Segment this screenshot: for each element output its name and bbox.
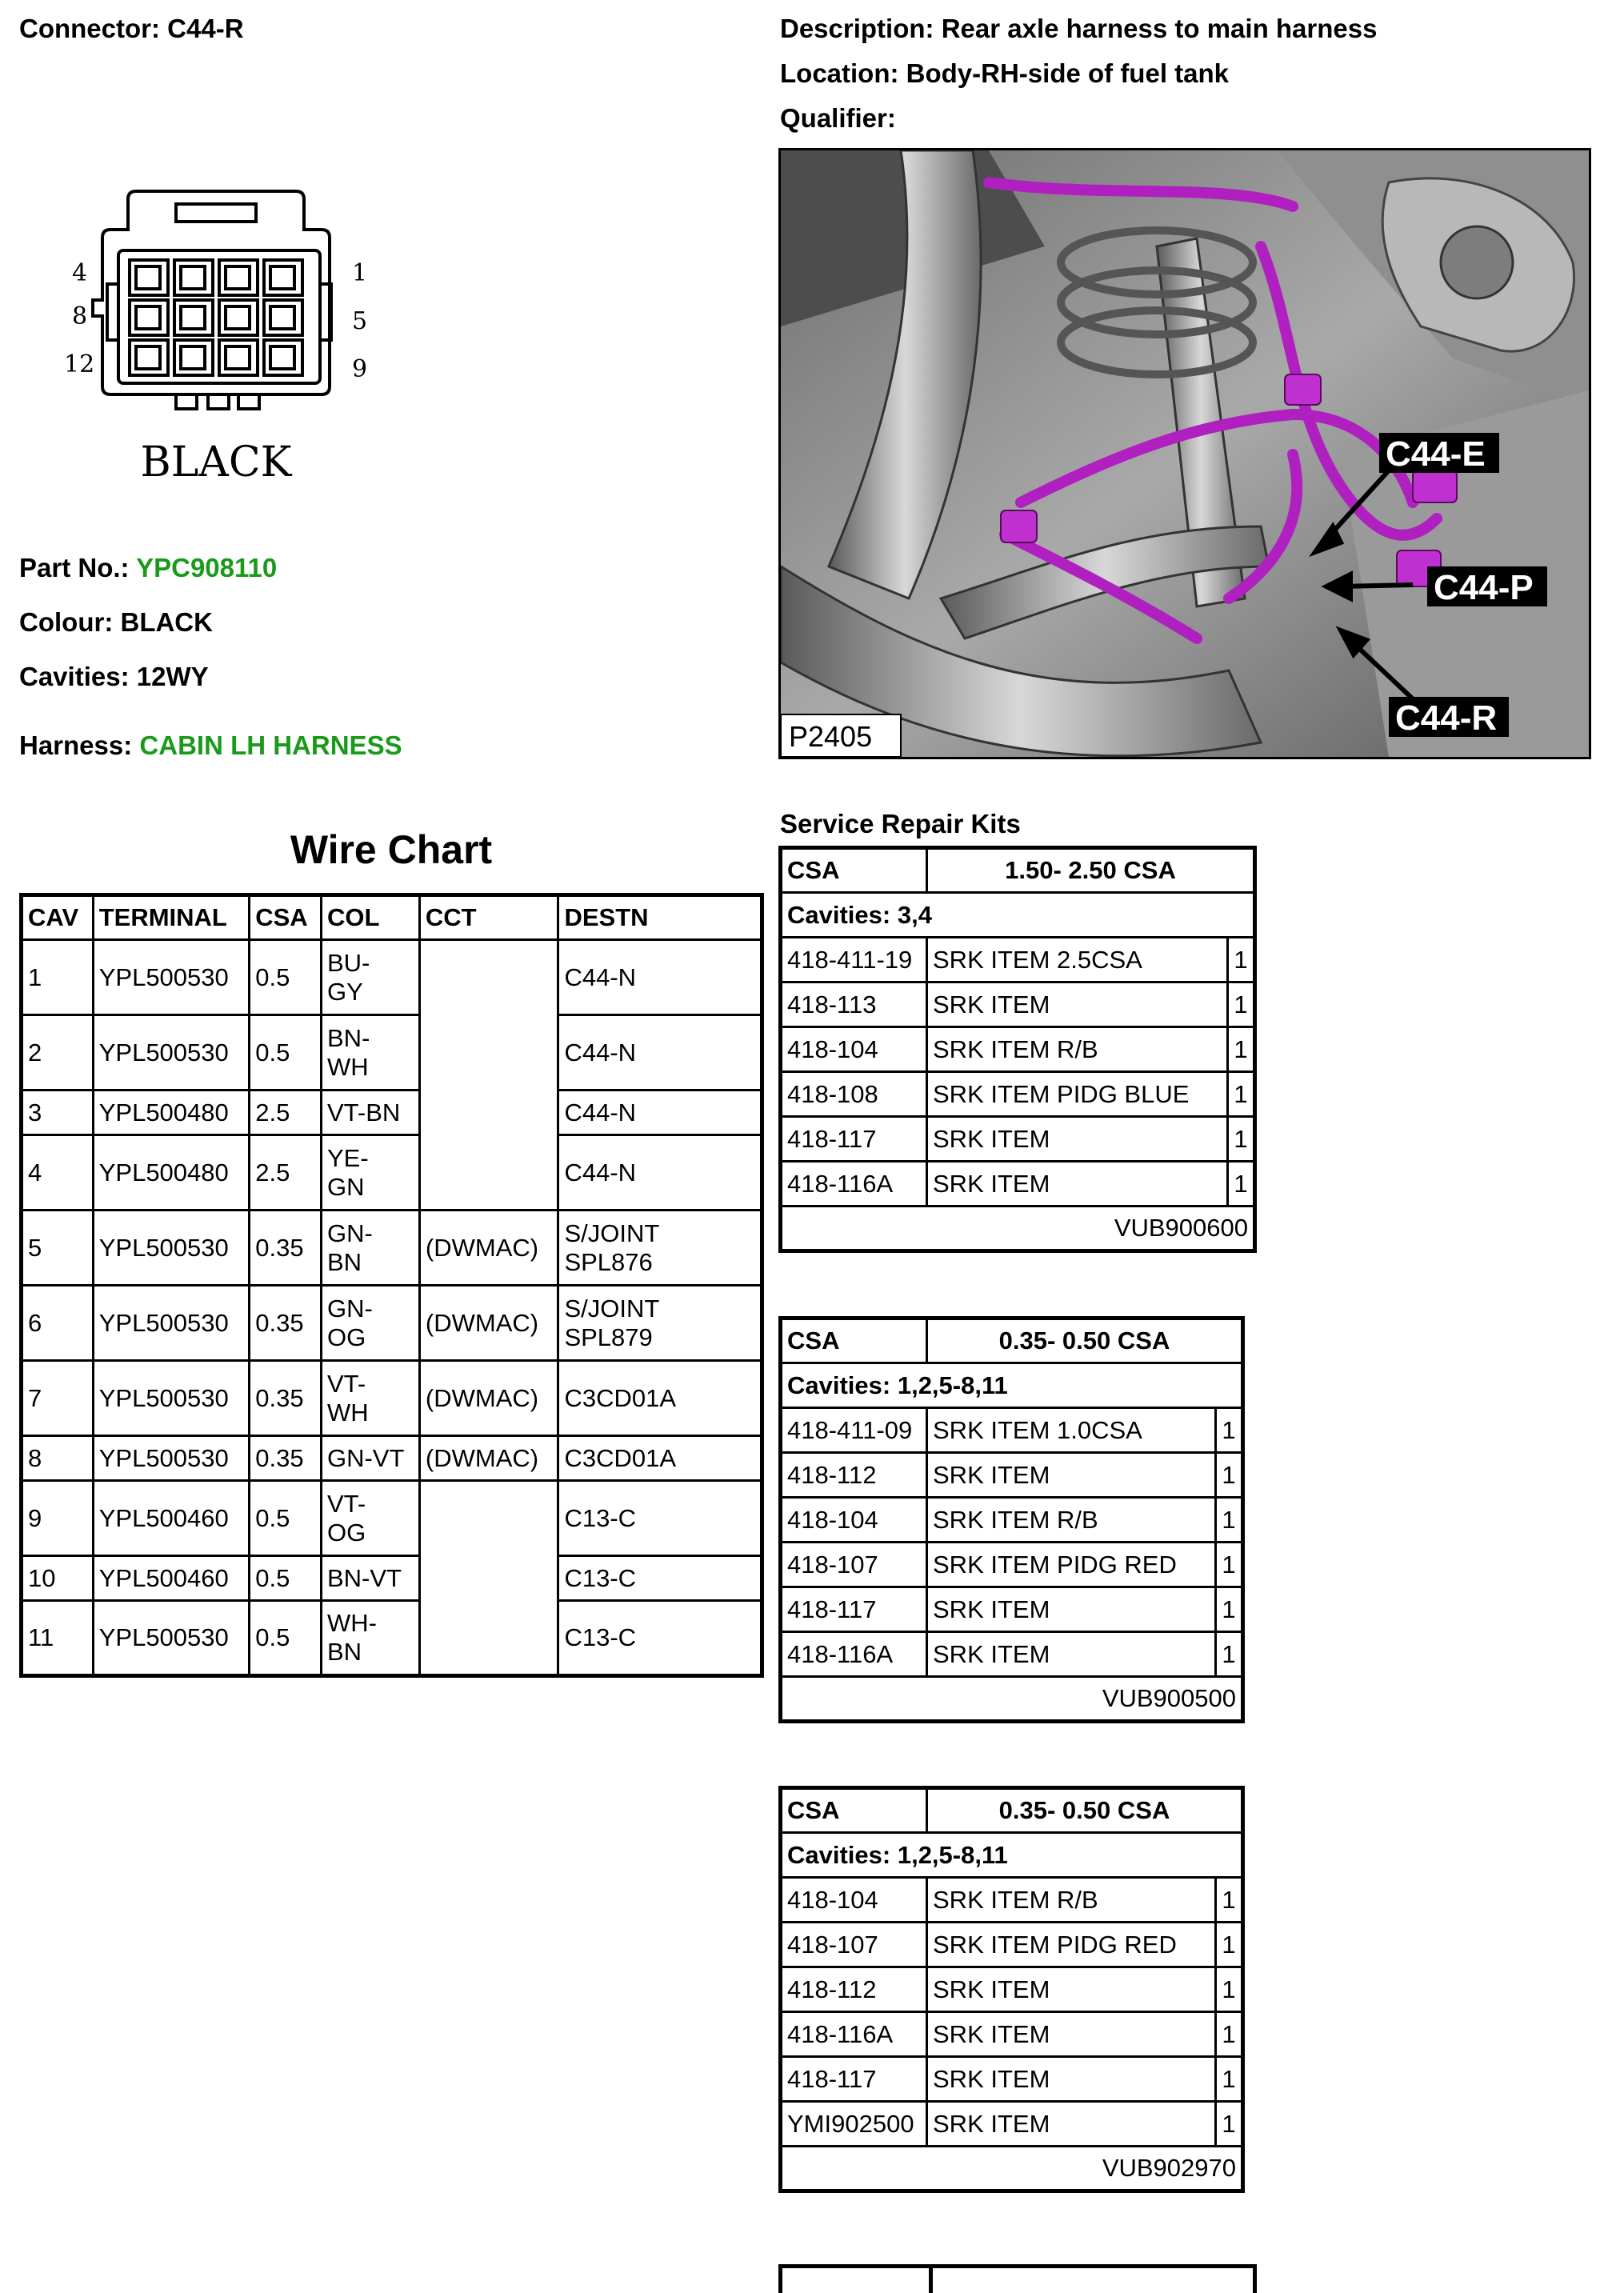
cell-cav: 11	[22, 1601, 94, 1676]
kit-item-code: 418-116A	[781, 1632, 927, 1677]
table-row	[22, 1090, 762, 1135]
cavities-label: Cavities:	[19, 662, 130, 691]
kit-item-qty: 1	[1228, 1117, 1255, 1162]
cavities-value: 12WY	[136, 662, 209, 691]
cell-terminal: YPL500480	[93, 1135, 250, 1211]
cell-destn	[558, 1481, 762, 1556]
kit-item-code: 418-411-19	[781, 938, 927, 982]
cell-destn-line1: C13-C	[564, 1623, 637, 1651]
kit-item-row	[781, 1967, 1243, 2012]
kit-item-row	[781, 982, 1255, 1027]
cell-cav: 1	[22, 940, 94, 1015]
cell-col-line2: BN	[326, 1638, 362, 1666]
cell-csa: 0.5	[250, 1556, 322, 1601]
cell-col-line2: OG	[326, 1518, 366, 1547]
kit-item-row	[781, 2057, 1243, 2102]
kit-item-desc: SRK ITEM	[927, 1632, 1216, 1677]
kit-item-desc: SRK ITEM 2.5CSA	[927, 938, 1228, 982]
kit-item-qty: 1	[1216, 1878, 1243, 1923]
cell-terminal: YPL500530	[93, 1015, 250, 1090]
connector-heading	[19, 13, 244, 45]
kit-item-qty: 1	[1216, 1923, 1243, 1967]
connector-value: C44-R	[167, 14, 244, 43]
kit-item-qty: 1	[1216, 1408, 1243, 1453]
kit-item-desc: SRK ITEM PIDG RED	[927, 1923, 1216, 1967]
kit-item-row	[781, 1027, 1255, 1072]
cell-destn	[558, 1135, 762, 1211]
table-row	[22, 1601, 762, 1676]
cell-csa: 0.35	[250, 1286, 322, 1361]
cell-destn	[558, 1556, 762, 1601]
col-header-col: COL	[321, 895, 419, 940]
description-label: Description:	[780, 14, 934, 43]
colour-line	[19, 606, 213, 638]
cell-col	[321, 940, 419, 1015]
colour-value: BLACK	[120, 607, 213, 637]
kit-item-code: 418-104	[781, 1027, 927, 1072]
cell-cct	[419, 1135, 558, 1211]
cell-destn	[558, 940, 762, 1015]
cell-csa: 0.35	[250, 1436, 322, 1481]
kit-cavities: Cavities: 1,2,5-8,11	[781, 1363, 1243, 1408]
cell-csa: 0.5	[250, 1601, 322, 1676]
cell-cav: 4	[22, 1135, 94, 1211]
kit-item-code: 418-116A	[781, 1162, 927, 1207]
cell-destn	[558, 1361, 762, 1436]
cell-cav: 10	[22, 1556, 94, 1601]
kit-number-row	[781, 1207, 1255, 1251]
kit-item-desc: SRK ITEM	[927, 1453, 1216, 1498]
kit-csa-label: CSA	[781, 848, 927, 893]
cell-cct: (DWMAC)	[419, 1211, 558, 1286]
cell-cct	[419, 1556, 558, 1601]
cell-destn	[558, 1436, 762, 1481]
kit-item-row	[781, 2102, 1243, 2147]
cell-csa: 2.5	[250, 1135, 322, 1211]
cell-col-line2: GY	[326, 977, 363, 1006]
repair-kit-table	[778, 846, 1257, 1253]
cell-col	[321, 1361, 419, 1436]
callout-c44-e: C44-E	[1386, 434, 1486, 474]
kit-item-desc: SRK ITEM	[927, 1587, 1216, 1632]
pin-label-1: 1	[352, 259, 368, 287]
cell-col	[321, 1090, 419, 1135]
kit-item-desc: SRK ITEM	[927, 1967, 1216, 2012]
cell-csa: 0.35	[250, 1361, 322, 1436]
kit-item-row	[781, 1878, 1243, 1923]
kit-item-desc: SRK ITEM	[927, 2102, 1216, 2147]
cell-terminal: YPL500530	[93, 1436, 250, 1481]
kit-item-qty: 1	[1228, 1027, 1255, 1072]
kit-cavities-row	[781, 1833, 1243, 1878]
kit-csa-row	[781, 1319, 1243, 1363]
kit-item-code: 418-113	[781, 982, 927, 1027]
kit-item-qty: 1	[1216, 2012, 1243, 2057]
cell-destn	[558, 1601, 762, 1676]
cell-col	[321, 1481, 419, 1556]
cell-col-line1: VT-	[326, 1489, 366, 1518]
cell-col	[321, 1601, 419, 1676]
cell-csa: 0.5	[250, 940, 322, 1015]
kit-number-row	[781, 1677, 1243, 1722]
kit-item-qty: 1	[1216, 1967, 1243, 2012]
kit-item-code: 418-112	[781, 1453, 927, 1498]
cell-terminal: YPL500460	[93, 1556, 250, 1601]
kit-item-desc: SRK ITEM	[927, 982, 1228, 1027]
qualifier-line	[780, 102, 896, 134]
cell-destn-line1: C44-N	[564, 962, 637, 991]
cell-col-line2: GN	[326, 1172, 365, 1201]
table-row	[22, 1556, 762, 1601]
cell-destn-line1: C44-N	[564, 1158, 637, 1187]
cell-cav: 9	[22, 1481, 94, 1556]
cell-col-line1: BN-VT	[326, 1563, 402, 1592]
kit-item-desc: SRK ITEM	[927, 2012, 1216, 2057]
harness-line	[19, 730, 402, 762]
service-repair-kits-title: Service Repair Kits	[780, 809, 1021, 838]
col-header-cct: CCT	[419, 895, 558, 940]
table-row	[22, 1361, 762, 1436]
photo-reference: P2405	[789, 720, 873, 753]
kit-item-qty: 1	[1216, 1632, 1243, 1677]
cell-cct: (DWMAC)	[419, 1436, 558, 1481]
kit-item-row	[781, 1408, 1243, 1453]
kit-cavities: Cavities: 1,2,5-8,11	[781, 1833, 1243, 1878]
cell-col-line1: GN-VT	[326, 1443, 405, 1472]
kit-item-qty: 1	[1216, 1498, 1243, 1543]
kit-item-qty: 1	[1216, 1453, 1243, 1498]
kit-item-qty: 1	[1216, 2102, 1243, 2147]
cell-destn-line1: C3CD01A	[564, 1443, 677, 1472]
col-header-terminal: TERMINAL	[93, 895, 250, 940]
cell-destn	[558, 1015, 762, 1090]
kit-item-desc: SRK ITEM R/B	[927, 1498, 1216, 1543]
kit-item-code: 418-117	[781, 1587, 927, 1632]
cell-cct	[419, 1015, 558, 1090]
kit-item-code: 418-116A	[781, 2012, 927, 2057]
table-row	[22, 940, 762, 1015]
table-row	[22, 1436, 762, 1481]
cell-col-line1: WH-	[326, 1609, 377, 1637]
kit-item-row	[781, 1117, 1255, 1162]
kit-item-code: 418-108	[781, 1072, 927, 1117]
col-header-cav: CAV	[22, 895, 94, 940]
kit-item-row	[781, 1632, 1243, 1677]
repair-kit-table-partial	[778, 2264, 1257, 2293]
table-divider	[929, 2268, 933, 2293]
kit-item-code: 418-104	[781, 1498, 927, 1543]
kit-item-qty: 1	[1216, 1587, 1243, 1632]
kit-number: VUB900600	[781, 1207, 1255, 1251]
cell-terminal: YPL500460	[93, 1481, 250, 1556]
pin-label-12: 12	[64, 350, 95, 378]
connector-face-diagram	[56, 180, 392, 508]
cell-destn-line1: C13-C	[564, 1503, 637, 1532]
cell-destn-line1: S/JOINT	[564, 1294, 660, 1323]
cell-col	[321, 1556, 419, 1601]
harness-link[interactable]: CABIN LH HARNESS	[139, 730, 402, 760]
cell-terminal: YPL500530	[93, 1601, 250, 1676]
description-line	[780, 13, 1377, 45]
cell-destn-line1: C3CD01A	[564, 1383, 677, 1412]
cell-col-line1: BU-	[326, 948, 370, 977]
kit-item-desc: SRK ITEM 1.0CSA	[927, 1408, 1216, 1453]
callout-c44-r: C44-R	[1395, 698, 1498, 738]
cell-col-line1: YE-	[326, 1143, 369, 1172]
kit-item-desc: SRK ITEM PIDG RED	[927, 1543, 1216, 1587]
kit-item-row	[781, 1923, 1243, 1967]
kit-item-row	[781, 1498, 1243, 1543]
kit-number: VUB902970	[781, 2147, 1243, 2191]
qualifier-label: Qualifier:	[780, 103, 896, 133]
kit-item-code: YMI902500	[781, 2102, 927, 2147]
kit-csa-row	[781, 848, 1255, 893]
cell-terminal: YPL500530	[93, 1361, 250, 1436]
kit-cavities-row	[781, 893, 1255, 938]
kit-number: VUB900500	[781, 1677, 1243, 1722]
kit-item-qty: 1	[1216, 2057, 1243, 2102]
cell-cct	[419, 940, 558, 1015]
connector-label: Connector:	[19, 14, 160, 43]
pin-label-8: 8	[72, 302, 88, 330]
cell-destn-line1: C44-N	[564, 1038, 637, 1066]
harness-label: Harness:	[19, 730, 133, 760]
cell-col	[321, 1211, 419, 1286]
description-value: Rear axle harness to main harness	[941, 14, 1378, 43]
kit-item-desc: SRK ITEM R/B	[927, 1878, 1216, 1923]
cell-cav: 5	[22, 1211, 94, 1286]
kit-item-desc: SRK ITEM R/B	[927, 1027, 1228, 1072]
wire-chart-header-row	[22, 895, 762, 940]
kit-item-qty: 1	[1228, 982, 1255, 1027]
cell-destn-line1: C44-N	[564, 1098, 637, 1126]
kit-item-code: 418-117	[781, 2057, 927, 2102]
table-row	[22, 1481, 762, 1556]
cell-cav: 3	[22, 1090, 94, 1135]
location-label: Location:	[780, 58, 899, 88]
cell-terminal: YPL500530	[93, 1211, 250, 1286]
kit-item-qty: 1	[1228, 938, 1255, 982]
pin-label-4: 4	[72, 259, 88, 287]
cell-terminal: YPL500530	[93, 940, 250, 1015]
kit-item-code: 418-107	[781, 1543, 927, 1587]
connector-location-photo	[778, 148, 1591, 759]
pin-label-9: 9	[352, 355, 368, 383]
cell-cct	[419, 1481, 558, 1556]
kit-cavities: Cavities: 3,4	[781, 893, 1255, 938]
kit-item-desc: SRK ITEM PIDG BLUE	[927, 1072, 1228, 1117]
vehicle-underbody-illustration	[781, 150, 1589, 757]
col-header-destn: DESTN	[558, 895, 762, 940]
cell-csa: 0.5	[250, 1015, 322, 1090]
cell-cav: 7	[22, 1361, 94, 1436]
colour-label: Colour:	[19, 607, 114, 637]
cavities-line	[19, 661, 209, 693]
kit-item-code: 418-104	[781, 1878, 927, 1923]
cell-cct	[419, 1601, 558, 1676]
cell-destn-line1: C13-C	[564, 1563, 637, 1592]
part-no-link[interactable]: YPC908110	[136, 553, 278, 582]
kit-item-desc: SRK ITEM	[927, 2057, 1216, 2102]
kit-item-row	[781, 1162, 1255, 1207]
table-row	[22, 1286, 762, 1361]
kit-item-row	[781, 2012, 1243, 2057]
kit-item-code: 418-411-09	[781, 1408, 927, 1453]
cell-col-line2: WH	[326, 1052, 369, 1081]
table-row	[22, 1211, 762, 1286]
kit-csa-range: 0.35- 0.50 CSA	[927, 1788, 1243, 1833]
kit-csa-range: 0.35- 0.50 CSA	[927, 1319, 1243, 1363]
cell-col-line1: GN-	[326, 1219, 373, 1247]
cell-csa: 2.5	[250, 1090, 322, 1135]
location-line	[780, 58, 1229, 90]
cell-csa: 0.35	[250, 1211, 322, 1286]
kit-csa-label: CSA	[781, 1319, 927, 1363]
cell-col-line1: VT-BN	[326, 1098, 401, 1126]
kit-item-row	[781, 938, 1255, 982]
kit-cavities-row	[781, 1363, 1243, 1408]
kit-item-desc: SRK ITEM	[927, 1117, 1228, 1162]
cell-col	[321, 1135, 419, 1211]
wire-chart-title: Wire Chart	[290, 827, 493, 872]
cell-destn	[558, 1090, 762, 1135]
connector-colour-caption: BLACK	[140, 438, 292, 486]
kit-item-qty: 1	[1228, 1162, 1255, 1207]
kit-item-qty: 1	[1228, 1072, 1255, 1117]
kit-item-row	[781, 1587, 1243, 1632]
kit-item-desc: SRK ITEM	[927, 1162, 1228, 1207]
cell-col	[321, 1436, 419, 1481]
cell-col-line1: VT-	[326, 1369, 366, 1398]
cell-col-line2: BN	[326, 1247, 362, 1276]
kit-csa-range: 1.50- 2.50 CSA	[927, 848, 1255, 893]
cell-destn	[558, 1211, 762, 1286]
pin-label-5: 5	[352, 307, 368, 335]
col-header-csa: CSA	[250, 895, 322, 940]
table-row	[22, 1015, 762, 1090]
cell-cav: 2	[22, 1015, 94, 1090]
cell-col	[321, 1015, 419, 1090]
callout-c44-p: C44-P	[1434, 568, 1534, 607]
cell-terminal: YPL500530	[93, 1286, 250, 1361]
cell-col-line2: OG	[326, 1323, 366, 1351]
kit-item-row	[781, 1453, 1243, 1498]
cell-terminal: YPL500480	[93, 1090, 250, 1135]
kit-item-row	[781, 1543, 1243, 1587]
cell-destn-line1: S/JOINT	[564, 1219, 660, 1247]
cell-col-line1: GN-	[326, 1294, 373, 1323]
part-no-label: Part No.:	[19, 553, 130, 582]
kit-item-code: 418-112	[781, 1967, 927, 2012]
cell-cav: 8	[22, 1436, 94, 1481]
cell-col-line1: BN-	[326, 1023, 370, 1052]
kit-csa-label: CSA	[781, 1788, 927, 1833]
part-number-line	[19, 552, 277, 584]
cell-cct	[419, 1090, 558, 1135]
cell-cct: (DWMAC)	[419, 1361, 558, 1436]
kit-number-row	[781, 2147, 1243, 2191]
cell-col-line2: WH	[326, 1398, 369, 1427]
wire-chart-table	[19, 893, 764, 1678]
repair-kit-table	[778, 1316, 1245, 1723]
cell-destn-line2: SPL876	[564, 1247, 653, 1276]
kit-item-row	[781, 1072, 1255, 1117]
kit-item-code: 418-107	[781, 1923, 927, 1967]
location-value: Body-RH-side of fuel tank	[906, 58, 1230, 88]
kit-item-code: 418-117	[781, 1117, 927, 1162]
table-row	[22, 1135, 762, 1211]
cell-csa: 0.5	[250, 1481, 322, 1556]
cell-cct: (DWMAC)	[419, 1286, 558, 1361]
cell-cav: 6	[22, 1286, 94, 1361]
kit-item-qty: 1	[1216, 1543, 1243, 1587]
repair-kit-table	[778, 1786, 1245, 2193]
cell-destn-line2: SPL879	[564, 1323, 653, 1351]
kit-csa-row	[781, 1788, 1243, 1833]
cell-col	[321, 1286, 419, 1361]
cell-destn	[558, 1286, 762, 1361]
